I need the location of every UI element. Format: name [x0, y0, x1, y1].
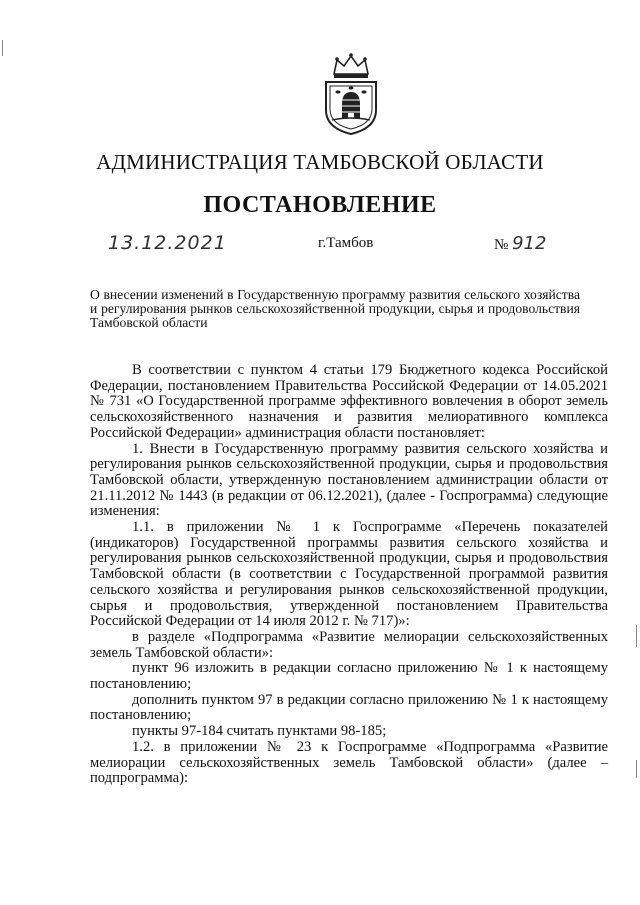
- document-date: 13.12.2021: [108, 232, 227, 254]
- body-paragraph: в разделе «Подпрограмма «Развитие мелиорации сельскохозяйственных земель Тамбовской области»:: [90, 628, 608, 661]
- body-paragraph: пункты 97-184 считать пунктами 98-185;: [132, 723, 387, 740]
- authority-name: АДМИНИСТРАЦИЯ ТАМБОВСКОЙ ОБЛАСТИ: [96, 150, 544, 174]
- body-paragraph: пункт 96 изложить в редакции согласно приложению № 1 к настоящему постановлению;: [90, 660, 608, 693]
- body-paragraph: 1.1. в приложении № 1 к Госпрограмме «Перечень показателей (индикаторов) Государственной программы развития сельского хозяйства и регулирования рынков сельскохозяйственной продукции, сырья и продовольствия Тамбовской области (в соответствии с Государственной программой развития сельского хозяйства и регулирования рынков сельскохозяйственной продукции, сырья и продовольствия, утвержденной постановлением Правительства Российской Федерации от 14 июля 2012 г. № 717)»:: [90, 519, 608, 630]
- document-subject: О внесении изменений в Государственную программу развития сельского хозяйства и регулирования рынков сельскохозяйственной продукции, сырья и продовольствия Тамбовской области: [90, 287, 580, 330]
- document-body: [90, 363, 608, 787]
- number-label: №: [494, 237, 509, 253]
- body-paragraph: 1. Внести в Государственную программу развития сельского хозяйства и регулирования рынков сельскохозяйственной продукции, сырья и продовольствия Тамбовской области, утвержденную постановлением администрации области от 21.11.2012 № 1443 (в редакции от 06.12.2021), (далее - Госпрограмма) следующие изменения:: [90, 440, 608, 520]
- scan-edge-mark: [636, 625, 637, 647]
- body-paragraph: В соответствии с пунктом 4 статьи 179 Бюджетного кодекса Российской Федерации, постановлением Правительства Российской Федерации от 14.05.2021 № 731 «О Государственной программе эффективного вовлечения в оборот земель сельскохозяйственного назначения и развития мелиоративного комплекса Российской Федерации» администрация области постановляет:: [90, 362, 608, 441]
- body-paragraph: 1.2. в приложении № 23 к Госпрограмме «Подпрограмма «Развитие мелиорации сельскохозяйственных земель Тамбовской области» (далее – подпрограмма):: [90, 738, 608, 787]
- body-paragraph: дополнить пунктом 97 в редакции согласно приложению № 1 к настоящему постановлению;: [90, 691, 608, 724]
- scan-edge-mark: [2, 40, 3, 56]
- document-number: [494, 233, 546, 254]
- document-city: г.Тамбов: [318, 235, 374, 251]
- number-value: 912: [512, 233, 547, 254]
- tambov-coat-of-arms-icon: [320, 52, 382, 136]
- scan-edge-mark: [636, 760, 637, 778]
- document-type-title: ПОСТАНОВЛЕНИЕ: [203, 192, 437, 218]
